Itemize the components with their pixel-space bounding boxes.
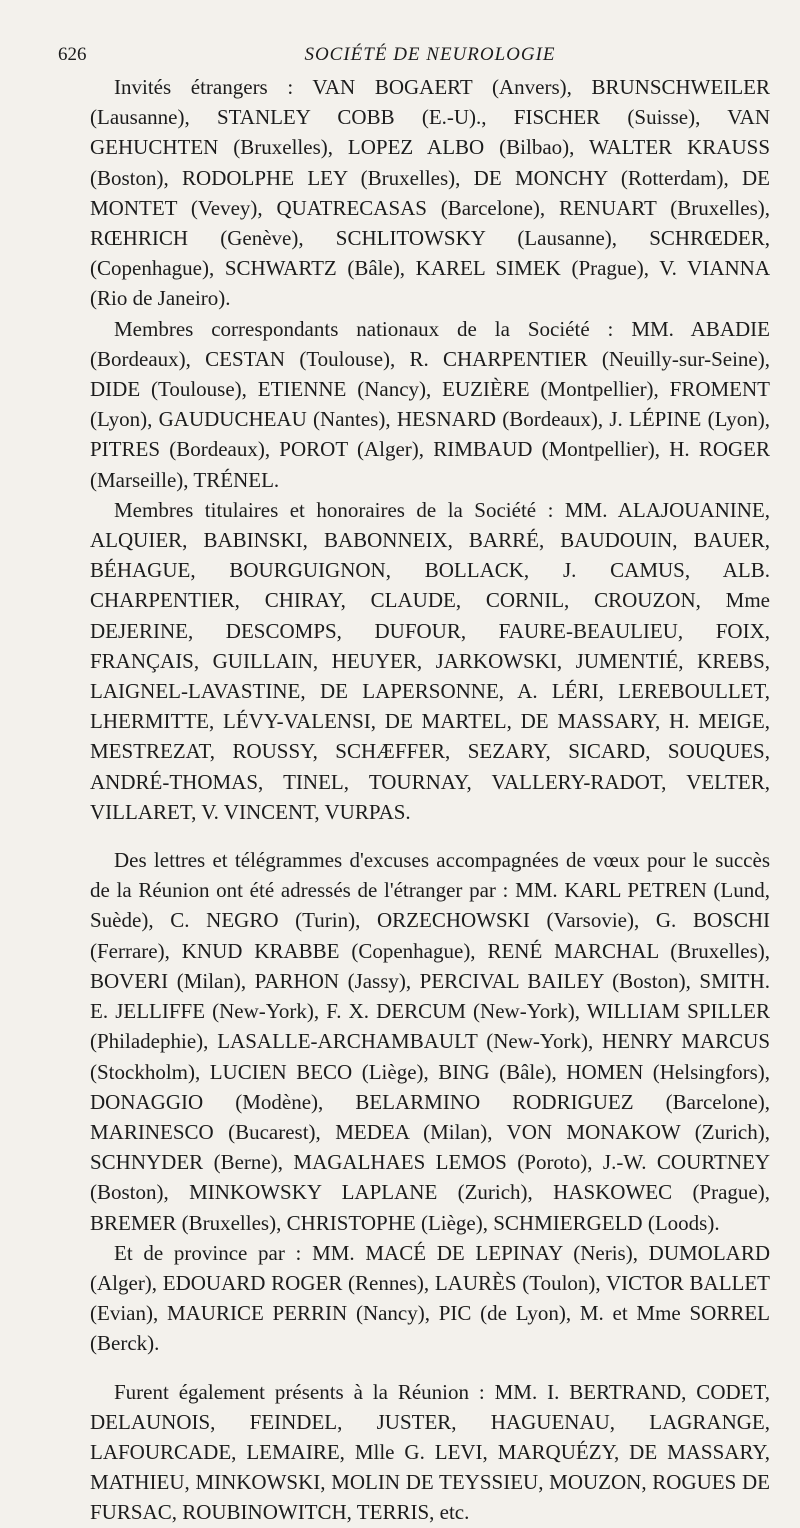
paragraph-titular-members: Membres titulaires et honoraires de la Société : MM. ALAJOUANINE, ALQUIER, BABINSKI, BABONNEIX, BARRÉ, BAUDOUIN, BAUER, BÉHAGUE, BOURGUIGNON, BOLLACK, J. CAMUS, ALB. CHARPENTIER, CHIRAY, CLAUDE, CORNIL, CROUZON, Mme DEJERINE, DESCOMPS, DUFOUR, FAURE-BEAULIEU, FOIX, FRANÇAIS, GUILLAIN, HEUYER, JARKOWSKI, JUMENTIÉ, KREBS, LAIGNEL-LAVASTINE, DE LAPERSONNE, A. LÉRI, LEREBOULLET, LHERMITTE, LÉVY-VALENSI, DE MARTEL, DE MASSARY, H. MEIGE, MESTREZAT, ROUSSY, SCHÆFFER, SEZARY, SICARD, SOUQUES, ANDRÉ-THOMAS, TINEL, TOURNAY, VALLERY-RADOT, VELTER, VILLARET, V. VINCENT, VURPAS. (90, 497, 770, 824)
paragraph-foreign-guests: Invités étrangers : VAN BOGAERT (Anvers), BRUNSCHWEILER (Lausanne), STANLEY COBB (E.-U)., FISCHER (Suisse), VAN GEHUCHTEN (Bruxelles), LOPEZ ALBO (Bilbao), WALTER KRAUSS (Boston), RODOLPHE LEY (Bruxelles), DE MONCHY (Rotterdam), DE MONTET (Vevey), QUATRECASAS (Barcelone), RENUART (Bruxelles), RŒHRICH (Genève), SCHLITOWSKY (Lausanne), SCHRŒDER, (Copenhague), SCHWARTZ (Bâle), KAREL SIMEK (Prague), V. VIANNA (Rio de Janeiro). (90, 75, 770, 311)
page-header (58, 38, 770, 72)
paragraph-province-letters: Et de province par : MM. MACÉ DE LEPINAY (Neris), DUMOLARD (Alger), EDOUARD ROGER (Rennes), LAURÈS (Toulon), VICTOR BALLET (Evian), MAURICE PERRIN (Nancy), PIC (de Lyon), M. et Mme SORREL (Berck). (90, 1240, 770, 1356)
paragraph-corresponding-members: Membres correspondants nationaux de la Société : MM. ABADIE (Bordeaux), CESTAN (Toulouse), R. CHARPENTIER (Neuilly-sur-Seine), DIDE (Toulouse), ETIENNE (Nancy), EUZIÈRE (Montpellier), FROMENT (Lyon), GAUDUCHEAU (Nantes), HESNARD (Bordeaux), J. LÉPINE (Lyon), PITRES (Bordeaux), POROT (Alger), RIMBAUD (Montpellier), H. ROGER (Marseille), TRÉNEL. (90, 316, 770, 492)
page-number: 626 (58, 44, 87, 65)
paragraph-excuse-letters: Des lettres et télégrammes d'excuses accompagnées de vœux pour le succès de la Réunion ont été adressés de l'étranger par : MM. KARL PETREN (Lund, Suède), C. NEGRO (Turin), ORZECHOWSKI (Varsovie), G. BOSCHI (Ferrare), KNUD KRABBE (Copenhague), RENÉ MARCHAL (Bruxelles), BOVERI (Milan), PARHON (Jassy), PERCIVAL BAILEY (Boston), SMITH. E. JELLIFFE (New-York), F. X. DERCUM (New-York), WILLIAM SPILLER (Philadephie), LASALLE-ARCHAMBAULT (New-York), HENRY MARCUS (Stockholm), LUCIEN BECO (Liège), BING (Bâle), HOMEN (Helsingfors), DONAGGIO (Modène), BELARMINO RODRIGUEZ (Barcelone), MARINESCO (Bucarest), MEDEA (Milan), VON MONAKOW (Zurich), SCHNYDER (Berne), MAGALHAES LEMOS (Poroto), J.-W. COURTNEY (Boston), MINKOWSKY LAPLANE (Zurich), HASKOWEC (Prague), BREMER (Bruxelles), CHRISTOPHE (Liège), SCHMIERGELD (Loods). (90, 848, 770, 1235)
paragraph-also-present: Furent également présents à la Réunion : MM. I. BERTRAND, CODET, DELAUNOIS, FEINDEL, JUSTER, HAGUENAU, LAGRANGE, LAFOURCADE, LEMAIRE, Mlle G. LEVI, MARQUÉZY, DE MASSARY, MATHIEU, MINKOWSKI, MOLIN DE TEYSSIEU, MOUZON, ROGUES DE FURSAC, ROUBINOWITCH, TERRIS, etc. (90, 1379, 770, 1525)
running-title: SOCIÉTÉ DE NEUROLOGIE (304, 44, 556, 65)
